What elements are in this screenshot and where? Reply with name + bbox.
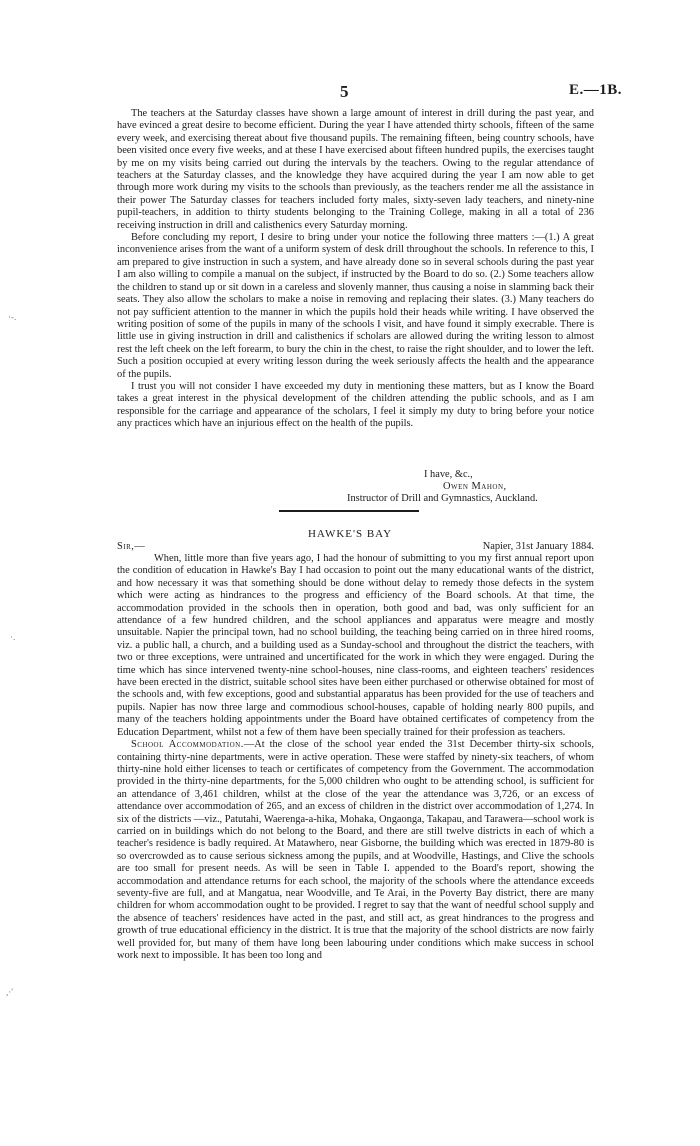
section-title: School Accommodation.: [131, 739, 244, 751]
body-paragraph: The teachers at the Saturday classes have shown a large amount of interest in drill during the past year, and have evinced a great desire to become efficient. During the year I have attended thirty schools, fifteen of the same every week, and exercising thereat about five thousand pupils. The remaining fifteen, being country schools, have been visited once every five weeks, and at these I have exercised about fifteen hundred pupils, the exercises taught by me on my visits being carried out during the intervals by the teachers. Owing to the regular attendance of teachers at the Saturday classes, and the knowledge they have acquired during the year I am now able to get through more work during my visits to the schools than previously, as the teachers render me all the assistance in their power The Saturday classes for teachers included forty males, sixty-seven lady teachers, and ninety-nine pupil-teachers, in addition to thirty students belonging to the Training College, making in all a total of 236 receiving instruction in drill and calisthenics every Saturday morning.: [117, 108, 594, 231]
margin-speck: ·.: [10, 632, 16, 642]
page-number: 5: [340, 82, 349, 101]
body-paragraph: Before concluding my report, I desire to bring under your notice the following three matters :—(1.) A great inconvenience arises from the want of a uniform system of desk drill throughout the schools. In reference to this, I am prepared to give instruction in such a system, and have already done so in several schools during the past year I am also willing to compile a manual on the subject, if instructed by the Board to do so. (2.) Some teachers allow the children to stand up or sit down in a careless and slovenly manner, thus causing a noise in slamming back their seats. They also allow the scholars to make a noise in removing and replacing their slates. (3.) Many teachers do not pay sufficient attention to the manner in which the pupils hold their heads while writing. I have observed the writing position of some of the pupils in many of the schools I visit, and have found it simply execrable. There is little use in giving instruction in drill and calisthenics if scholars are allowed during the writing lesson to almost rest the left cheek on the left forearm, to bury the chin in the chest, to raise the right shoulder, and to lower the left. Such a position occupied at every writing lesson during the week seriously affects the health and the appearance of the pupils.: [117, 232, 594, 380]
auckland-report-body: [117, 108, 594, 431]
section-text: —At the close of the school year ended the 31st December thirty-six schools, containing thirty-nine departments, were in active operation. These were staffed by ninety-six teachers, of whom thirty-nine hold either licenses to teach or certificates of competency from the Government. The accommodation provided in the thirty-nine departments, for the 5,000 children who ought to be attending school, is sufficient for an attendance of 3,461 children, whilst at the close of the year the attendance was 3,726, or an excess of attendance over accommodation of 265, and an excess of children in the district over accommodation of 1,274. In six of the districts —viz., Patutahi, Waerenga-a-hika, Mohaka, Ongaonga, Takapau, and Tarawera—school work is carried on in buildings which do not belong to the Board, and there are still twelve districts in each of which a teacher's residence is badly required. At Matawhero, near Gisborne, the building which was erected in 1879-80 is so overcrowded as to cause serious sickness among the pupils, and at Woodville, Hastings, and Clive the schools are too small for present needs. As will be seen in Table I. appended to the Board's report, showing the accommodation and attendance returns for each school, the majority of the schools where the attendance exceeds seventy-five are full, and at Mangatua, near Woodville, and Te Arai, in the Poverty Bay district, there are many children for whom accommodation ought to be provided. I regret to say that the want of needful school supply and the absence of teachers' residences have acted in the past, and still act, as great hindrances to the progress and growth of true educational efficiency in the district. It is true that the majority of the school districts are now fairly well provided for, but many of them have long been labouring under conditions which make success in school work next to impossible. It has been too long and: [117, 739, 595, 961]
signatory-name: Owen Mahon,: [443, 481, 507, 492]
salutation: Sir,—: [117, 541, 146, 552]
hawkes-bay-report-body: [117, 553, 594, 962]
body-paragraph: [117, 739, 594, 962]
dateline: Napier, 31st January 1884.: [482, 541, 594, 552]
margin-speck: ,·': [6, 987, 13, 997]
body-paragraph: I trust you will not consider I have exceeded my duty in mentioning these matters, but as I know the Board takes a great interest in the physical development of the children attending the public schools, and as I am responsible for the carriage and appearance of the scholars, I feel it simply my duty to bring before your notice any practices which have an injurious effect on the health of the pupils.: [117, 380, 594, 430]
closing-line: I have, &c.,: [424, 469, 473, 480]
margin-speck: ·-.: [8, 312, 17, 322]
section-divider: [279, 510, 419, 512]
signatory-title: Instructor of Drill and Gymnastics, Auckland.: [347, 493, 538, 504]
document-reference: E.—1B.: [568, 82, 622, 98]
section-heading: HAWKE'S BAY: [307, 528, 393, 540]
body-paragraph: When, little more than five years ago, I had the honour of submitting to you my first annual report upon the condition of education in Hawke's Bay I had occasion to point out the many educational wants of the district, and how necessary it was that something should be done without delay to remedy those defects in the system which were acting as hindrances to the progress and efficiency of the Board schools. At that time, the accommodation provided in the schools then in operation, both good and bad, was only sufficient for an attendance of a few hundred children, and the school appliances and apparatus were meagre and mostly unsuitable. Napier the principal town, had no school building, the teaching being carried on in three hired rooms, viz. a public hall, a church, and a building used as a Sunday-school and throughout the district the teachers, with two or three exceptions, were untrained and uncertificated for the work in which they were engaged. During the time which has since intervened twenty-nine school-houses, nine class-rooms, and eighteen teachers' residences have been erected in the district, suitable school sites have been either purchased or otherwise obtained for most of the schools and, with few exceptions, good and substantial apparatus has been provided for the use of teachers and pupils. Napier has now three large and commodious school-houses, capable of holding nearly 800 pupils, and many of the teachers holding appointments under the Board have obtained certificates of competency from the Education Department, whilst not a few of them have been specially trained for their profession as teachers.: [117, 553, 594, 738]
